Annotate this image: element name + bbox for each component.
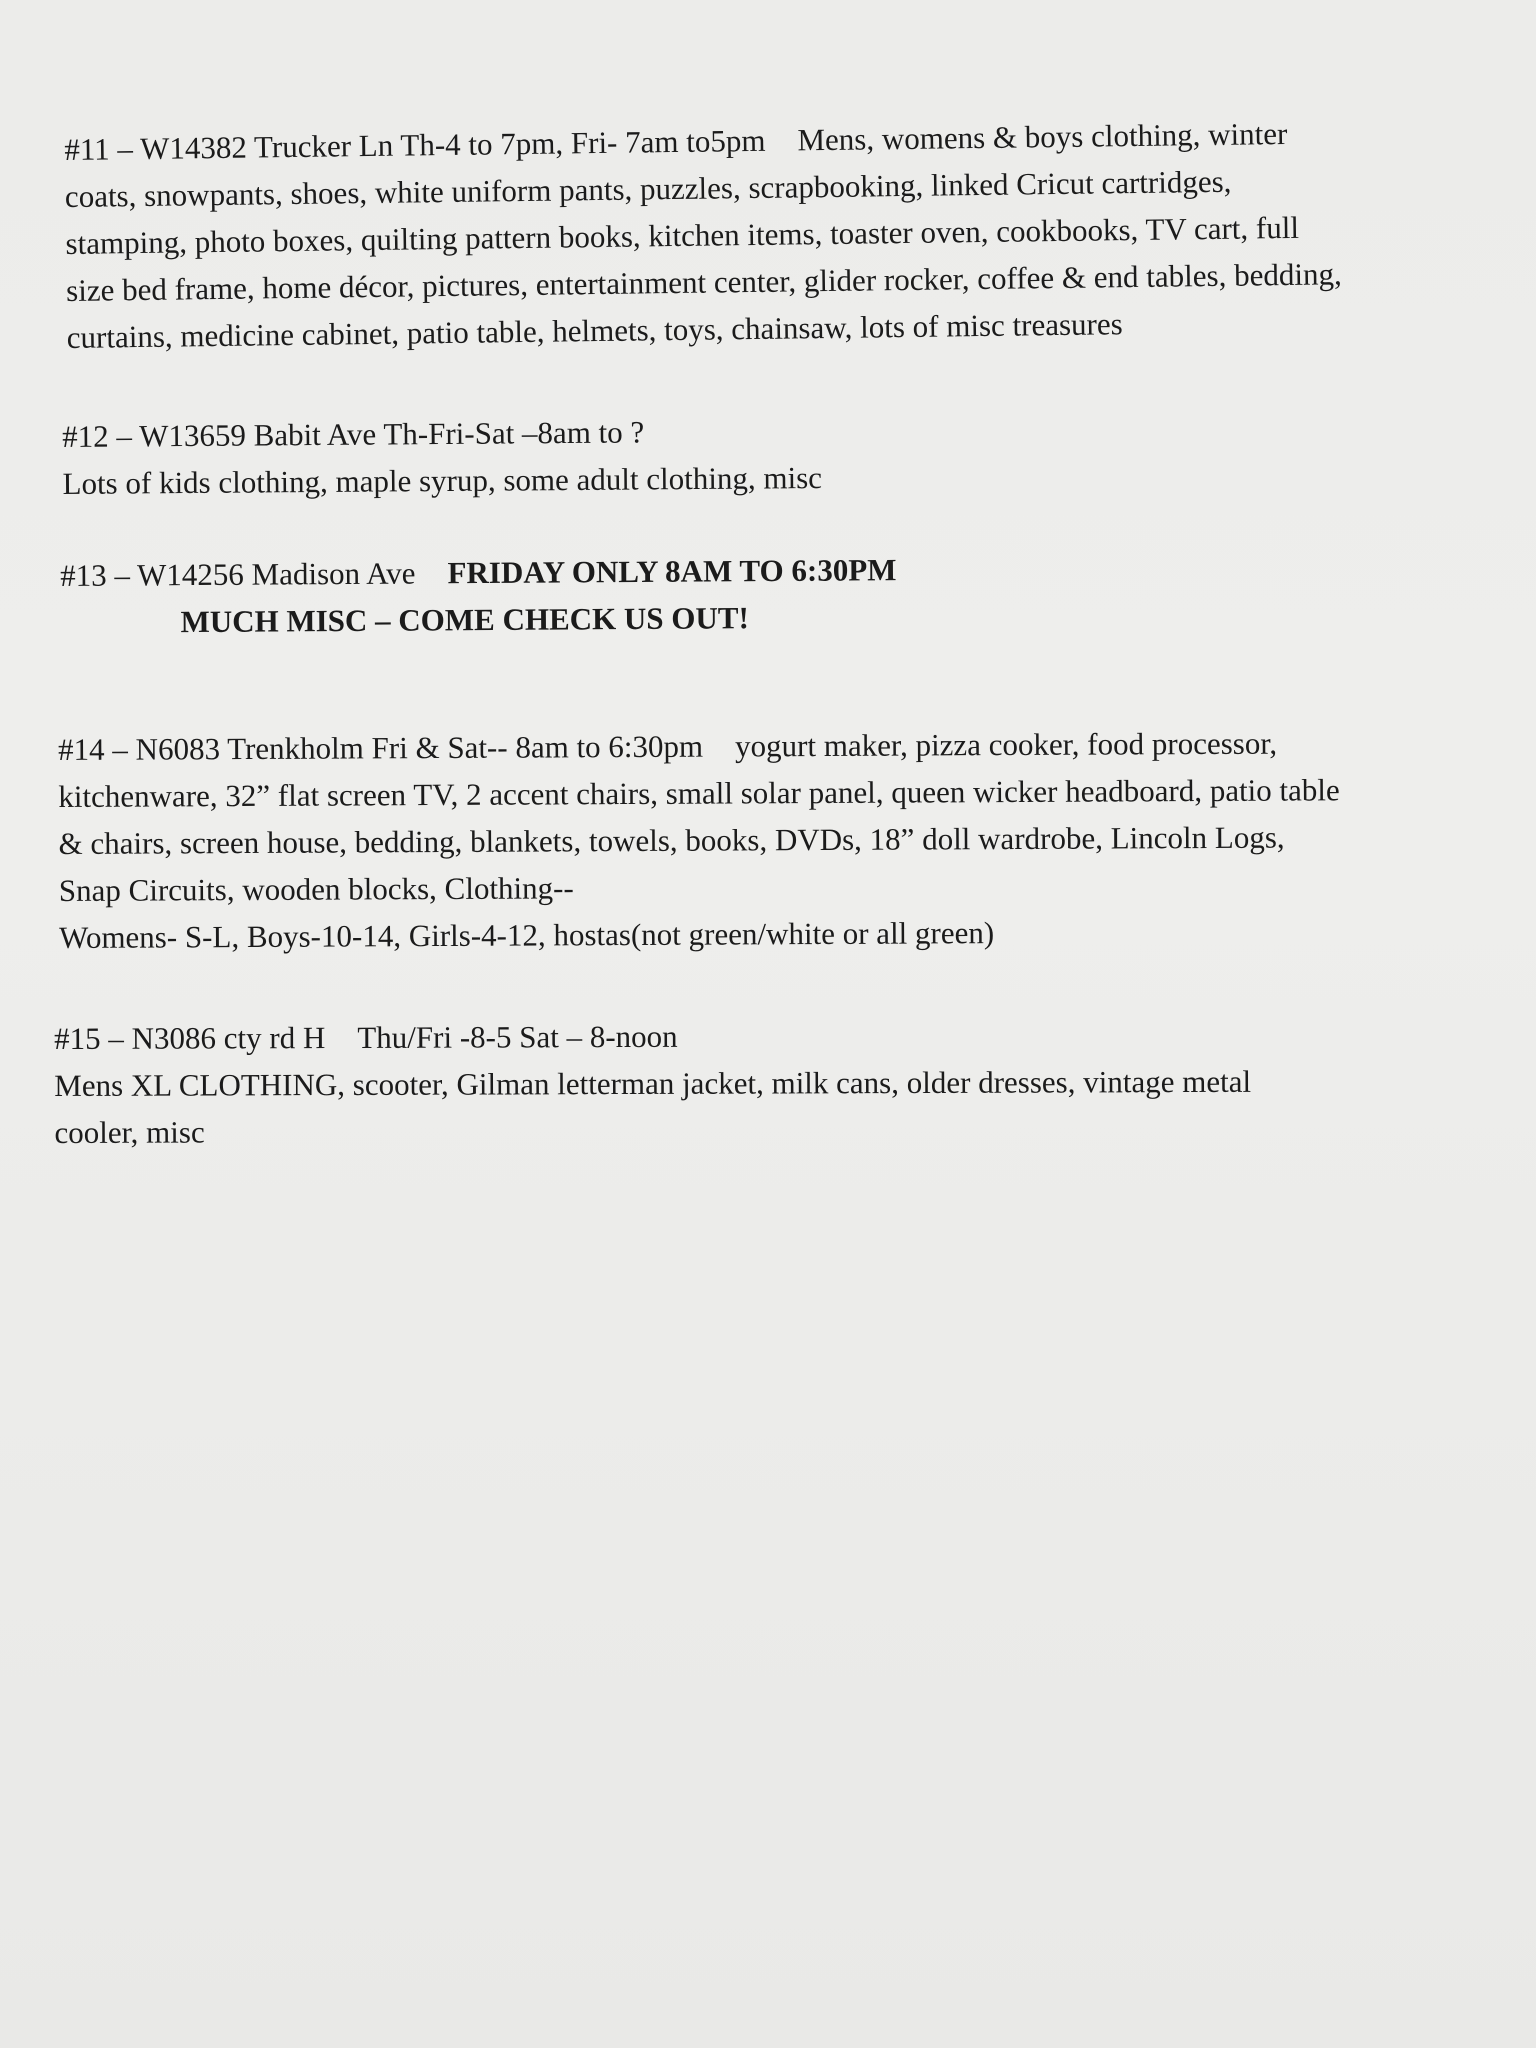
listing-15: [54, 1011, 1251, 1156]
listing-11-line-2: coats, snowpants, shoes, white uniform pants, puzzles, scrapbooking, linked Cricut cartridges,: [64, 163, 1232, 214]
listing-15-header-times: Thu/Fri -8-5 Sat – 8-noon: [357, 1018, 678, 1055]
listing-14-line-1: [58, 719, 1340, 773]
listing-12-header: #12 – W13659 Babit Ave Th-Fri-Sat –8am to ?: [62, 414, 645, 454]
listing-11-text-1: Mens, womens & boys clothing, winter: [797, 115, 1288, 158]
listing-13-bold-line: MUCH MISC – COME CHECK US OUT!: [180, 600, 749, 640]
listing-14: [58, 719, 1341, 961]
listing-11-line-5: curtains, medicine cabinet, patio table, helmets, toys, chainsaw, lots of misc treasures: [66, 306, 1123, 355]
listing-14-header: #14 – N6083 Trenkholm Fri & Sat-- 8am to 6:30pm: [58, 728, 704, 767]
listing-11-header: #11 – W14382 Trucker Ln Th-4 to 7pm, Fri- 7am to5pm: [64, 122, 766, 167]
listing-14-line-2: kitchenware, 32” flat screen TV, 2 accent chairs, small solar panel, queen wicker headboard, patio table: [58, 772, 1340, 814]
listing-11-line-4: size bed frame, home décor, pictures, entertainment center, glider rocker, coffee & end tables, bedding,: [65, 256, 1342, 308]
listing-14-line-5: Womens- S-L, Boys-10-14, Girls-4-12, hostas(not green/white or all green): [59, 915, 995, 955]
listing-11-line-3: stamping, photo boxes, quilting pattern books, kitchen items, toaster oven, cookbooks, TV cart, full: [65, 209, 1300, 261]
listing-12-line-1: Lots of kids clothing, maple syrup, some adult clothing, misc: [62, 460, 823, 501]
listing-13: [60, 546, 897, 646]
listing-14-line-3: & chairs, screen house, bedding, blankets, towels, books, DVDs, 18” doll wardrobe, Lincoln Logs,: [58, 819, 1285, 861]
listing-15-header: #15 – N3086 cty rd H: [54, 1020, 326, 1056]
listing-14-line-4: Snap Circuits, wooden blocks, Clothing--: [58, 870, 574, 908]
listing-15-line-3: cooler, misc: [54, 1114, 205, 1150]
listing-13-line-1: [60, 546, 897, 599]
listing-13-header: #13 – W14256 Madison Ave: [60, 555, 416, 593]
listing-15-line-2: Mens XL CLOTHING, scooter, Gilman letterman jacket, milk cans, older dresses, vintage metal: [54, 1063, 1252, 1103]
listing-11: [64, 109, 1343, 361]
listing-14-text-1: yogurt maker, pizza cooker, food processor,: [735, 725, 1278, 764]
listing-12: [62, 407, 822, 507]
listing-15-line-1: [54, 1011, 1251, 1062]
listing-13-bold-header: FRIDAY ONLY 8AM TO 6:30PM: [447, 552, 897, 591]
